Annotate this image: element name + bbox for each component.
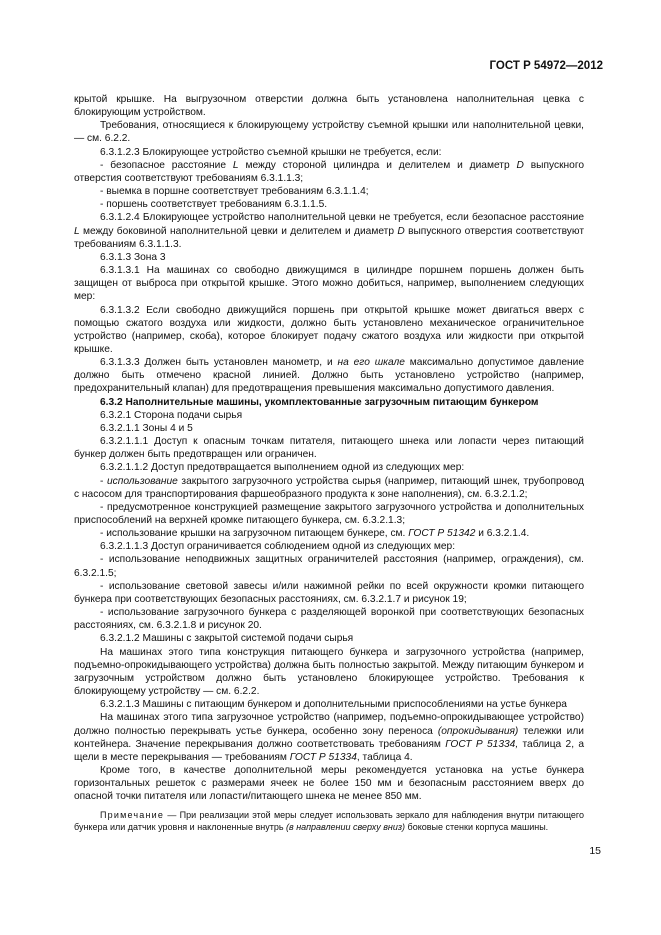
clause-6-3-1-2-4: 6.3.1.2.4 Блокирующее устройство наполнительной цевки не требуется, если безопасное расстояние L между боковиной наполнительной цевки и делителем и диаметр D выпускного отверстия соответствуют требованиям 6.3.1.1.3. (74, 212, 584, 250)
clause-6-3-2-1-3: 6.3.2.1.3 Машины с питающим бункером и дополнительными приспособлениями на устье бункера (100, 699, 567, 711)
paragraph: крытой крышке. На выгрузочном отверстии должна быть установлена наполнительная цевка с блокирующим устройством. (74, 94, 584, 119)
standard-header: ГОСТ Р 54972—2012 (489, 60, 603, 72)
list-item: - использование световой завесы и/или нажимной рейки по всей окружности кромки питающего бункера при соответствующих безопасных расстояниях, см. 6.3.2.1.7 и рисунок 19; (74, 580, 584, 605)
list-item: - использование неподвижных защитных ограничителей расстояния (например, ограждения), см. 6.3.2.1.5; (74, 554, 584, 579)
clause-6-3-2-1-1-2: 6.3.2.1.1.2 Доступ предотвращается выполнением одной из следующих мер: (100, 462, 465, 474)
clause-6-3-2-1-2: 6.3.2.1.2 Машины с закрытой системой подачи сырья (100, 633, 354, 645)
list-item: - поршень соответствует требованиям 6.3.1.1.5. (100, 199, 328, 211)
clause-6-3-2-1-1-3: 6.3.2.1.1.3 Доступ ограничивается соблюдением одной из следующих мер: (100, 541, 456, 553)
list-item: - использование закрытого загрузочного устройства сырья (например, питающий шнек, трубопровод с насосом для транспортирования фаршеобразного продукта к зоне наполнения), см. 6.3.2.1.2; (74, 475, 584, 500)
clause-6-3-1-3-heading: 6.3.1.3 Зона 3 (100, 251, 166, 263)
paragraph: Требования, относящиеся к блокирующему устройству съемной крышки или наполнительной цевки, — см. 6.2.2. (74, 120, 584, 145)
clause-6-3-2-1-1: 6.3.2.1.1 Зоны 4 и 5 (100, 422, 193, 434)
list-item: - использование загрузочного бункера с разделяющей воронкой при соответствующих безопасных расстояниях, см. 6.3.2.1.8 и рисунок 20. (74, 607, 584, 632)
note-label: Примечание (100, 810, 165, 821)
clause-6-3-2-1-1-1: 6.3.2.1.1.1 Доступ к опасным точкам питателя, питающего шнека или лопасти через питающий бункер должен быть предотвращен или ограничен. (74, 436, 584, 461)
list-item: - использование крышки на загрузочном питающем бункере, см. ГОСТ Р 51342 и 6.3.2.1.4. (100, 528, 530, 540)
clause-6-3-2-1: 6.3.2.1 Сторона подачи сырья (100, 409, 243, 421)
clause-6-3-1-3-2: 6.3.1.3.2 Если свободно движущийся поршень при открытой крышке может двигаться вверх с помощью сжатого воздуха или жидкости, должно быть установлено механическое ограничительное устройство (например, скоба), которое блокирует подачу сжатого воздуха или жидкости при открытой крышке. (74, 304, 584, 355)
list-item: - безопасное расстояние L между стороной цилиндра и делителем и диаметр D выпускного отверстия соответствуют требованиям 6.3.1.1.3; (74, 159, 584, 184)
clause-6-3-1-2-3: 6.3.1.2.3 Блокирующее устройство съемной крышки не требуется, если: (100, 146, 442, 158)
list-item: - предусмотренное конструкцией размещение закрытого загрузочного устройства и дополнительных приспособлений на верхней кромке питающего бункера, см. 6.3.2.1.3; (74, 501, 584, 526)
list-item: - выемка в поршне соответствует требованиям 6.3.1.1.4; (100, 186, 369, 198)
clause-6-3-1-3-3: 6.3.1.3.3 Должен быть установлен манометр, и на его шкале максимально допустимое давление должно быть отмечено красной линией. Должно быть установлено устройство (например, предохранительный клапан) для предотвращения превышения максимально допустимого давления. (74, 357, 584, 395)
clause-6-3-1-3-1: 6.3.1.3.1 На машинах со свободно движущимся в цилиндре поршнем поршень должен быть защищен от выброса при открытой крышке. Этого можно добиться, например, выполнением следующих мер: (74, 265, 584, 303)
section-heading-6-3-2: 6.3.2 Наполнительные машины, укомплектованные загрузочным питающим бункером (100, 396, 539, 408)
note: Примечание — При реализации этой меры следует использовать зеркало для наблюдения внутри питающего бункера или датчик уровня и наклоненные внутрь (в направлении сверху вниз) боковые стенки корпуса машины. (74, 810, 584, 833)
document-body (74, 93, 584, 834)
paragraph: На машинах этого типа конструкция питающего бункера и загрузочного устройства (например, подъемно-опрокидывающего устройства) должна быть полностью закрытой. Между питающим бункером и загрузочным устройством должно быть установлено блокирующее устройство. Требования к блокирующему устройству — см. 6.2.2. (74, 646, 584, 698)
page-number: 15 (589, 845, 601, 857)
paragraph: Кроме того, в качестве дополнительной меры рекомендуется установка на устье бункера горизонтальных решеток с размерами ячеек не более 150 мм и безопасным расстоянием вверх до опасной точки питателя или лопасти/питающего шнека не менее 850 мм. (74, 764, 584, 803)
paragraph: На машинах этого типа загрузочное устройство (например, подъемно-опрокидывающее устройство) должно полностью перекрывать устье бункера, особенно зону переноса (опрокидывания) тележки или контейнера. Значение перекрывания должно соответствовать требованиям ГОСТ Р 51334, таблица 2, а щели в месте перекрывания — требованиям ГОСТ Р 51334, таблица 4. (74, 712, 585, 763)
